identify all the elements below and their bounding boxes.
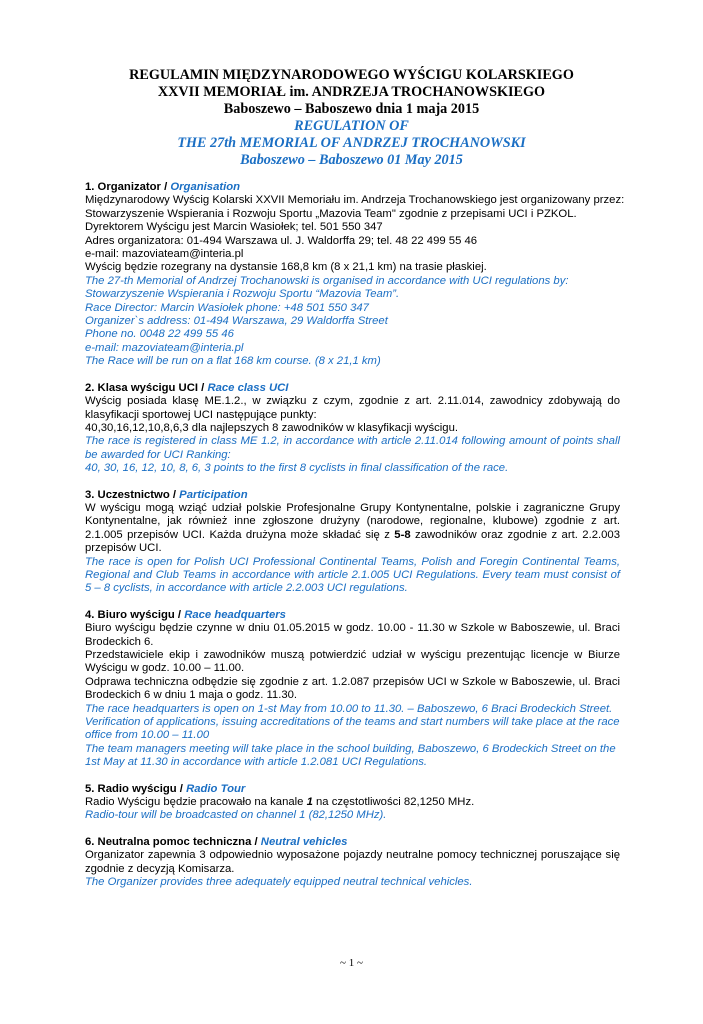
paragraph: Biuro wyścigu będzie czynne w dniu 01.05.2015 w godz. 10.00 - 11.30 w Szkole w Baboszewie, ul. Braci Brodeckich 6. (85, 622, 620, 648)
page-number: ~ 1 ~ (340, 957, 363, 969)
text-line: Międzynarodowy Wyścig Kolarski XXVII Memoriału im. Andrzeja Trochanowskiego jest organizowany przez: (85, 194, 625, 207)
text-line-english: e-mail: mazoviateam@interia.pl (85, 341, 244, 354)
text: na częstotliwości 82,1250 MHz. (312, 796, 475, 809)
heading-polish: 2. Klasa wyścigu UCI / (85, 381, 208, 394)
paragraph-text: zawodników oraz zgodnie z art. 2.2.003 przepisów UCI. (85, 528, 620, 555)
title-line: Baboszewo – Baboszewo dnia 1 maja 2015 (223, 101, 480, 117)
title-line: THE 27th MEMORIAL OF ANDRZEJ TROCHANOWSKI (177, 135, 526, 151)
paragraph: Wyścig posiada klasę ME.1.2., w związku z czym, zgodnie z art. 2.11.014, zawodnicy zdobywają do klasyfikacji sportowej UCI następujące punkty: (85, 395, 620, 421)
paragraph-english: The race headquarters is open on 1-st May from 10.00 to 11.30. – Baboszewo, 6 Braci Brodeckich Street. (85, 702, 613, 715)
heading-polish: 5. Radio wyścigu / (85, 782, 187, 795)
text-line-english: 40, 30, 16, 12, 10, 8, 6, 3 points to the first 8 cyclists in final classification of the race. (85, 462, 509, 475)
heading-polish: 6. Neutralna pomoc techniczna / (85, 835, 261, 848)
text: Radio Wyścigu będzie pracowało na kanale (85, 796, 307, 809)
section-heading (85, 489, 620, 502)
paragraph-text: W wyścigu mogą wziąć udział polskie Profesjonalne Grupy Kontynentalne, polskie i zagraniczne Grupy Kontynentalne, jak również inne zgłoszone drużyny (narodowe, regionalne, klubowe) zgodnie z art. 2.1.005 przepisów UCI. Każda drużyna może składać się z (85, 501, 620, 541)
paragraph-english: Verification of applications, issuing accreditations of the teams and start numbers will take place at the race office from 10.00 – 11.00 (85, 716, 620, 742)
heading-polish: 3. Uczestnictwo / (85, 488, 180, 501)
text-line (85, 796, 620, 809)
title-line: REGULAMIN MIĘDZYNARODOWEGO WYŚCIGU KOLARSKIEGO (129, 67, 574, 83)
text-line: e-mail: mazoviateam@interia.pl (85, 248, 244, 261)
title-line: Baboszewo – Baboszewo 01 May 2015 (240, 152, 463, 168)
text-line-english: Phone no. 0048 22 499 55 46 (85, 328, 234, 341)
text-line-english: The Organizer provides three adequately equipped neutral technical vehicles. (85, 876, 473, 889)
text-line: Dyrektorem Wyścigu jest Marcin Wasiołek; tel. 501 550 347 (85, 221, 383, 234)
section-race-class (85, 382, 620, 476)
text-line-english: Race Director: Marcin Wasiołek phone: +48 501 550 347 (85, 301, 369, 314)
section-heading (85, 181, 620, 194)
heading-english: Radio Tour (186, 782, 246, 795)
title-line: REGULATION OF (294, 118, 409, 134)
paragraph (85, 502, 620, 556)
text-line-english: Radio-tour will be broadcasted on channel 1 (82,1250 MHz). (85, 809, 387, 822)
section-organisation (85, 181, 625, 369)
title-line: XXVII MEMORIAŁ im. ANDRZEJA TROCHANOWSKIEGO (157, 84, 546, 100)
heading-polish: 1. Organizator / (85, 181, 171, 193)
section-radio-tour (85, 783, 620, 823)
text-line: Stowarzyszenie Wspierania i Rozwoju Sportu „Mazovia Team" zgodnie z przepisami UCI i PZKOL. (85, 207, 577, 220)
heading-english: Race headquarters (184, 608, 286, 621)
section-heading (85, 836, 620, 849)
section-participation (85, 489, 620, 596)
text-line: 40,30,16,12,10,8,6,3 dla najlepszych 8 zawodników w klasyfikacji wyścigu. (85, 421, 459, 434)
heading-english: Organisation (170, 181, 241, 193)
text-line-english: Stowarzyszenie Wspierania i Rozwoju Sportu “Mazovia Team”. (85, 288, 400, 301)
paragraph-english: The team managers meeting will take place in the school building, Baboszewo, 6 Brodeckich Street on the 1st May at 11.30 in accordance with article 1.2.081 UCI Regulations. (85, 742, 616, 769)
document-body (85, 181, 625, 903)
paragraph-english: The race is registered in class ME 1.2, in accordance with article 2.11.014 following amount of points shall be awarded for UCI Ranking: (85, 435, 620, 461)
section-heading (85, 609, 620, 622)
text-line: Wyścig będzie rozegrany na dystansie 168,8 km (8 x 21,1 km) na trasie płaskiej. (85, 261, 487, 274)
text-line-english: The 27-th Memorial of Andrzej Trochanowski is organised in accordance with UCI regulations by: (85, 274, 569, 287)
title-english (0, 118, 703, 169)
section-race-headquarters (85, 609, 620, 770)
section-neutral-vehicles (85, 836, 620, 890)
heading-english: Participation (179, 488, 248, 501)
heading-english: Race class UCI (207, 381, 289, 394)
text-line-english: The Race will be run on a flat 168 km course. (8 x 21,1 km) (85, 355, 381, 368)
paragraph-english: The race is open for Polish UCI Professional Continental Teams, Polish and Foregin Continental Teams, Regional and Club Teams in accordance with article 2.1.005 UCI Regulations. Every team must consist of 5 – 8 cyclists, in accordance with article 2.2.003 UCI regulations. (85, 555, 620, 595)
paragraph: Odprawa techniczna odbędzie się zgodnie z art. 1.2.087 przepisów UCI w Szkole w Baboszewie, ul. Braci Brodeckich 6 w dniu 1 maja o godz. 11.30. (85, 675, 620, 702)
section-heading (85, 382, 620, 395)
heading-polish: 4. Biuro wyścigu / (85, 608, 185, 621)
title-polish (0, 67, 703, 118)
paragraph: Przedstawiciele ekip i zawodników muszą potwierdzić udział w wyścigu prezentując licencje w Biurze Wyścigu w godz. 10.00 – 11.00. (85, 649, 620, 675)
text-line-english: Organizer`s address: 01-494 Warszawa, 29 Waldorffa Street (85, 315, 388, 328)
section-heading (85, 783, 620, 796)
channel-number: 1 (306, 796, 313, 809)
heading-english: Neutral vehicles (260, 835, 348, 848)
team-size: 5-8 (394, 528, 411, 541)
paragraph: Organizator zapewnia 3 odpowiednio wyposażone pojazdy neutralne pomocy technicznej poruszające się zgodnie z decyzją Komisarza. (85, 849, 620, 875)
text-line: Adres organizatora: 01-494 Warszawa ul. J. Waldorffa 29; tel. 48 22 499 55 46 (85, 234, 478, 247)
